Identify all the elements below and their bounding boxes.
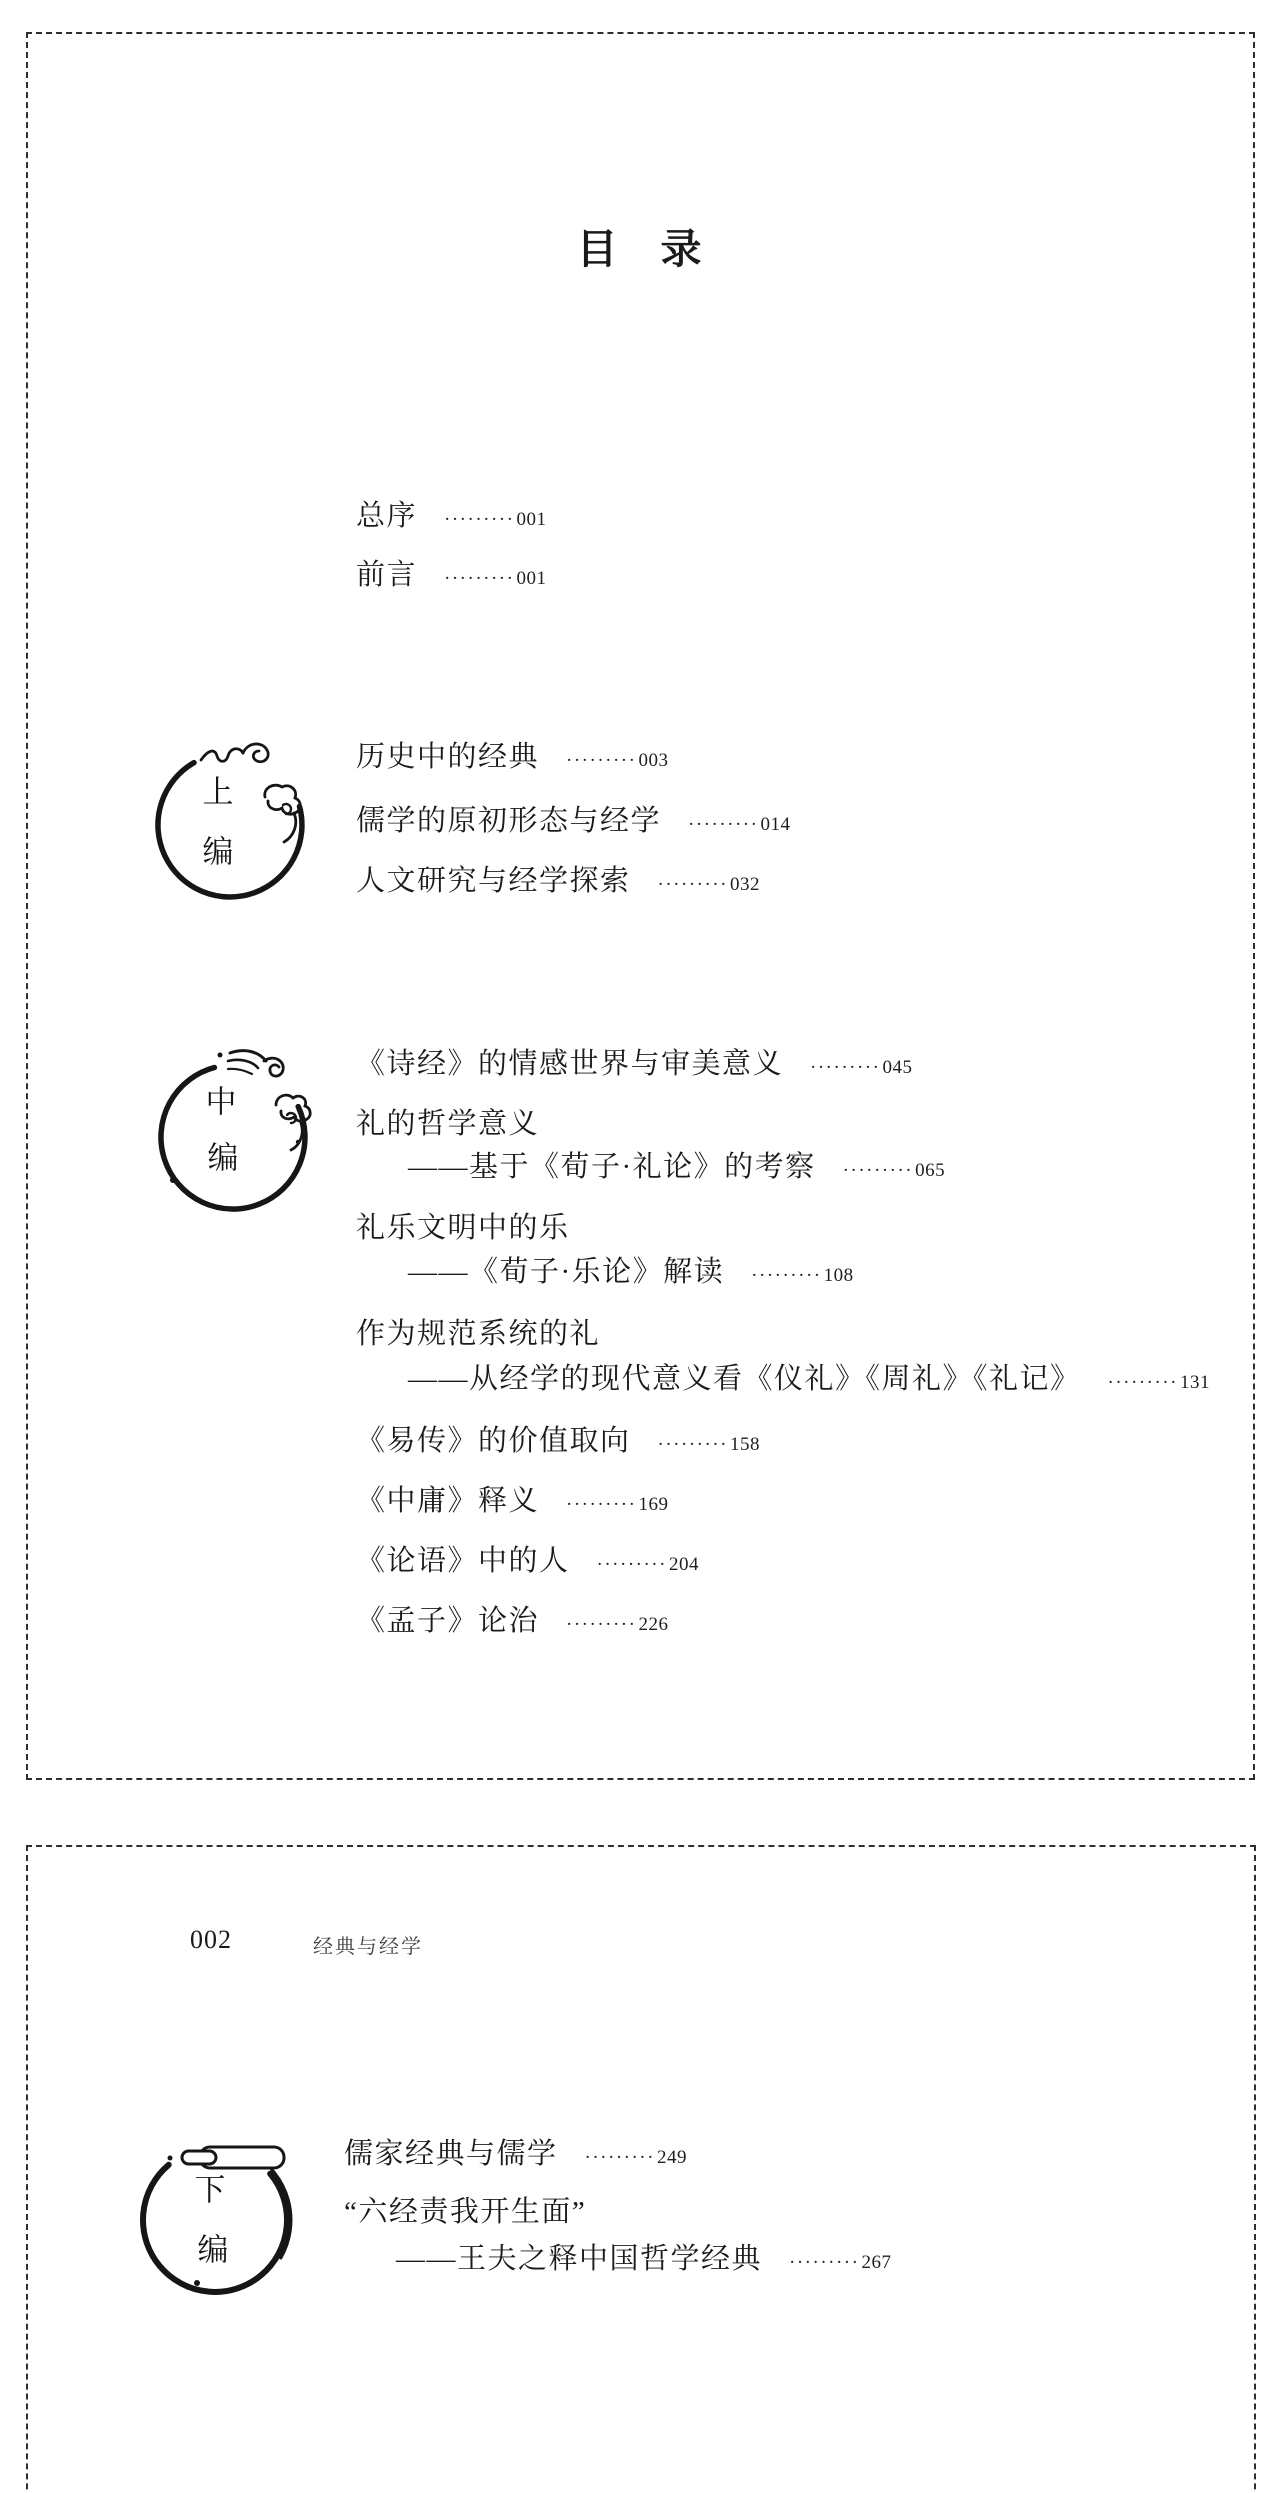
section-badge-xia bbox=[130, 2128, 305, 2303]
brush-circle-icon bbox=[130, 2128, 305, 2303]
badge-char: 编 bbox=[207, 1140, 239, 1176]
folio-page-number: 002 bbox=[190, 1925, 232, 1954]
toc-entry bbox=[356, 741, 668, 774]
dot-leader: ········· bbox=[1107, 1372, 1178, 1393]
toc-entry-label: 礼的哲学意义 bbox=[356, 1108, 540, 1140]
toc-entry bbox=[356, 1318, 600, 1351]
badge-char: 编 bbox=[202, 834, 234, 870]
toc-entry-label: “六经责我开生面” bbox=[344, 2196, 587, 2228]
toc-entry-label: ——基于《荀子·礼论》的考察 bbox=[408, 1151, 816, 1183]
brush-circle-icon bbox=[145, 733, 320, 908]
dot-leader: ········· bbox=[810, 1057, 881, 1078]
toc-entry bbox=[356, 1485, 668, 1518]
badge-char: 编 bbox=[197, 2232, 229, 2268]
dot-leader: ········· bbox=[566, 1614, 637, 1635]
toc-title: 目 录 bbox=[576, 226, 703, 272]
toc-entry bbox=[344, 2196, 586, 2229]
running-head: 经典与经学 bbox=[313, 1936, 423, 1958]
page-number: 249 bbox=[656, 2147, 687, 2168]
toc-entry-subtitle bbox=[396, 2243, 891, 2276]
toc-entry-label: 《易传》的价值取向 bbox=[356, 1425, 631, 1457]
dot-leader: ········· bbox=[842, 1160, 914, 1181]
page-number: 226 bbox=[638, 1614, 669, 1635]
page-number: 169 bbox=[638, 1494, 669, 1515]
toc-entry bbox=[356, 1108, 539, 1141]
page-number: 045 bbox=[882, 1057, 913, 1078]
toc-entry-label: 《中庸》释义 bbox=[356, 1485, 540, 1517]
section-badge-zhong bbox=[148, 1045, 323, 1220]
toc-entry-subtitle bbox=[408, 1151, 945, 1184]
page-number: 267 bbox=[861, 2252, 892, 2273]
toc-entry-label: 儒学的原初形态与经学 bbox=[356, 805, 662, 837]
brush-circle-icon bbox=[148, 1045, 323, 1220]
page-number: 158 bbox=[729, 1434, 760, 1455]
page-number: 065 bbox=[915, 1160, 946, 1181]
dot-leader: ········· bbox=[584, 2147, 655, 2168]
dot-leader: ········· bbox=[751, 1265, 822, 1286]
toc-entry bbox=[356, 1048, 912, 1081]
toc-entry-label: 儒家经典与儒学 bbox=[344, 2138, 558, 2170]
toc-entry-label: 礼乐文明中的乐 bbox=[356, 1212, 570, 1244]
toc-entry bbox=[356, 1545, 699, 1578]
toc-entry-label: 《论语》中的人 bbox=[356, 1545, 570, 1577]
section-badge-shang bbox=[145, 733, 320, 908]
page-number: 001 bbox=[516, 568, 547, 589]
toc-entry bbox=[344, 2138, 687, 2171]
badge-char: 中 bbox=[205, 1084, 237, 1120]
toc-entry-label: 人文研究与经学探索 bbox=[356, 865, 631, 897]
dot-leader: ········· bbox=[657, 874, 728, 895]
dot-leader: ········· bbox=[657, 1434, 728, 1455]
dot-leader: ········· bbox=[688, 814, 759, 835]
toc-entry bbox=[356, 865, 760, 898]
toc-entry-label: ——王夫之释中国哲学经典 bbox=[396, 2243, 763, 2275]
dot-leader: ········· bbox=[444, 509, 515, 530]
toc-entry-label: 总序 bbox=[356, 500, 418, 532]
page-number: 131 bbox=[1179, 1372, 1210, 1393]
toc-entry bbox=[356, 1212, 570, 1245]
toc-entry bbox=[356, 559, 546, 592]
page-number: 108 bbox=[823, 1265, 854, 1286]
page-number: 032 bbox=[729, 874, 760, 895]
page-number: 001 bbox=[516, 509, 547, 530]
toc-entry-label: ——《荀子·乐论》解读 bbox=[408, 1256, 725, 1288]
toc-entry-label: 历史中的经典 bbox=[356, 741, 540, 773]
dot-leader: ········· bbox=[444, 568, 515, 589]
toc-entry-label: 《诗经》的情感世界与审美意义 bbox=[356, 1048, 784, 1080]
page-number: 003 bbox=[638, 750, 669, 771]
badge-char: 上 bbox=[202, 774, 234, 810]
toc-entry-label: 《孟子》论治 bbox=[356, 1605, 540, 1637]
toc-entry-label: ——从经学的现代意义看《仪礼》《周礼》《礼记》 bbox=[408, 1363, 1081, 1395]
dot-leader: ········· bbox=[566, 750, 637, 771]
dot-leader: ········· bbox=[596, 1554, 667, 1575]
badge-char: 下 bbox=[194, 2172, 226, 2208]
page-number: 014 bbox=[760, 814, 791, 835]
toc-entry-label: 前言 bbox=[356, 559, 418, 591]
dot-leader: ········· bbox=[789, 2252, 860, 2273]
toc-entry bbox=[356, 805, 790, 838]
toc-entry-subtitle bbox=[408, 1363, 1210, 1396]
toc-entry bbox=[356, 1605, 668, 1638]
toc-entry bbox=[356, 1425, 760, 1458]
toc-entry-label: 作为规范系统的礼 bbox=[356, 1318, 601, 1350]
dot-leader: ········· bbox=[566, 1494, 637, 1515]
page-number: 204 bbox=[668, 1554, 699, 1575]
toc-entry-subtitle bbox=[408, 1256, 854, 1289]
toc-entry bbox=[356, 500, 546, 533]
